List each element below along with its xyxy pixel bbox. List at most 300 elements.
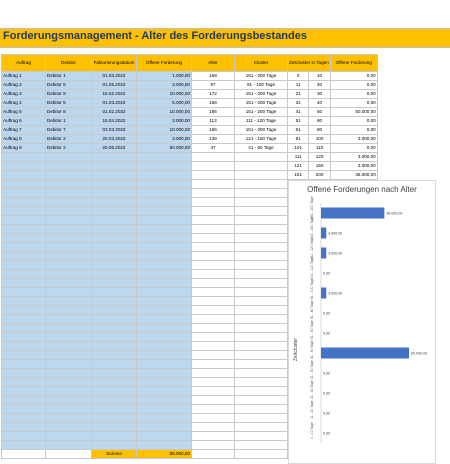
- table-cell[interactable]: 3.000,00: [330, 135, 377, 144]
- table-cell[interactable]: [2, 216, 46, 225]
- table-cell[interactable]: [46, 180, 92, 189]
- table-cell[interactable]: 20: [309, 81, 330, 90]
- table-cell[interactable]: [46, 441, 92, 450]
- table-cell[interactable]: [235, 387, 288, 396]
- table-cell[interactable]: [46, 216, 92, 225]
- table-cell[interactable]: Auftrag 3: [2, 90, 46, 99]
- table-cell[interactable]: [46, 207, 92, 216]
- table-cell[interactable]: [92, 243, 137, 252]
- table-cell[interactable]: [137, 288, 192, 297]
- table-cell[interactable]: [235, 342, 288, 351]
- table-cell[interactable]: [92, 153, 137, 162]
- table-cell[interactable]: [46, 234, 92, 243]
- table-cell[interactable]: [137, 279, 192, 288]
- table-cell[interactable]: [235, 180, 288, 189]
- table-cell[interactable]: [92, 162, 137, 171]
- table-cell[interactable]: [46, 252, 92, 261]
- table-cell[interactable]: 40: [309, 99, 330, 108]
- table-cell[interactable]: 36.000,00: [330, 171, 377, 180]
- table-cell[interactable]: [46, 171, 92, 180]
- table-cell[interactable]: [235, 441, 288, 450]
- table-cell[interactable]: Auftrag 9: [2, 144, 46, 153]
- table-cell[interactable]: 113: [192, 117, 235, 126]
- table-cell[interactable]: [46, 297, 92, 306]
- table-cell[interactable]: 120: [309, 153, 330, 162]
- table-cell[interactable]: [235, 225, 288, 234]
- table-cell[interactable]: [137, 189, 192, 198]
- table-cell[interactable]: 30: [309, 90, 330, 99]
- table-cell[interactable]: 3.000,00: [137, 135, 192, 144]
- table-cell[interactable]: [137, 396, 192, 405]
- table-cell[interactable]: [192, 405, 235, 414]
- table-cell[interactable]: [192, 396, 235, 405]
- table-cell[interactable]: 10.000,00: [137, 90, 192, 99]
- table-cell[interactable]: [2, 441, 46, 450]
- table-cell[interactable]: [192, 234, 235, 243]
- table-cell[interactable]: [92, 441, 137, 450]
- table-cell[interactable]: [46, 270, 92, 279]
- table-cell[interactable]: Debitor 8: [46, 108, 92, 117]
- table-cell[interactable]: [192, 270, 235, 279]
- table-cell[interactable]: [46, 315, 92, 324]
- table-cell[interactable]: [192, 333, 235, 342]
- table-cell[interactable]: 111 - 120 Tage: [235, 117, 288, 126]
- table-cell[interactable]: [92, 180, 137, 189]
- table-cell[interactable]: [2, 315, 46, 324]
- table-cell[interactable]: [235, 351, 288, 360]
- table-cell[interactable]: 91 - 100 Tage: [235, 81, 288, 90]
- table-cell[interactable]: [2, 342, 46, 351]
- column-header-cluster[interactable]: Cluster: [235, 55, 288, 72]
- table-cell[interactable]: [235, 315, 288, 324]
- table-cell[interactable]: [235, 153, 288, 162]
- table-cell[interactable]: 41: [288, 108, 309, 117]
- age-bar-chart[interactable]: [288, 180, 436, 464]
- table-cell[interactable]: 0,00: [330, 81, 377, 90]
- table-cell[interactable]: [92, 234, 137, 243]
- table-cell[interactable]: 50.000,00: [137, 144, 192, 153]
- column-header-invoice-date[interactable]: Fakturierungsdatum: [92, 55, 137, 72]
- table-cell[interactable]: [235, 279, 288, 288]
- table-cell[interactable]: [92, 216, 137, 225]
- table-cell[interactable]: [137, 324, 192, 333]
- table-cell[interactable]: 110: [309, 144, 330, 153]
- table-cell[interactable]: [235, 234, 288, 243]
- table-cell[interactable]: Auftrag 7: [2, 126, 46, 135]
- table-cell[interactable]: [92, 315, 137, 324]
- table-cell[interactable]: 0,00: [330, 72, 377, 81]
- table-cell[interactable]: [137, 423, 192, 432]
- table-cell[interactable]: [192, 216, 235, 225]
- table-cell[interactable]: 21: [288, 90, 309, 99]
- table-cell[interactable]: [46, 189, 92, 198]
- table-cell[interactable]: [92, 288, 137, 297]
- table-cell[interactable]: [235, 378, 288, 387]
- table-cell[interactable]: [192, 171, 235, 180]
- table-cell[interactable]: [2, 378, 46, 387]
- table-cell[interactable]: [137, 333, 192, 342]
- table-cell[interactable]: [2, 270, 46, 279]
- table-cell[interactable]: [2, 405, 46, 414]
- table-cell[interactable]: Debitor 5: [46, 99, 92, 108]
- table-cell[interactable]: [92, 333, 137, 342]
- table-cell[interactable]: [137, 207, 192, 216]
- table-cell[interactable]: [235, 216, 288, 225]
- table-cell[interactable]: [137, 216, 192, 225]
- table-cell[interactable]: [137, 297, 192, 306]
- table-cell[interactable]: 41 - 50 Tage: [235, 144, 288, 153]
- table-cell[interactable]: [192, 351, 235, 360]
- table-cell[interactable]: [137, 306, 192, 315]
- table-cell[interactable]: [2, 387, 46, 396]
- table-cell[interactable]: 150: [309, 162, 330, 171]
- chart-bar[interactable]: [321, 228, 326, 239]
- table-cell[interactable]: [2, 261, 46, 270]
- table-cell[interactable]: [192, 360, 235, 369]
- table-cell[interactable]: 10.000,00: [137, 126, 192, 135]
- table-cell[interactable]: [2, 162, 46, 171]
- column-header-open-amount[interactable]: Offene Forderung: [330, 55, 377, 72]
- table-cell[interactable]: [46, 162, 92, 171]
- table-cell[interactable]: 159: [192, 72, 235, 81]
- table-cell[interactable]: 15.04.2022: [92, 117, 137, 126]
- table-cell[interactable]: 31: [288, 99, 309, 108]
- table-cell[interactable]: [137, 225, 192, 234]
- table-cell[interactable]: [46, 432, 92, 441]
- table-cell[interactable]: [192, 432, 235, 441]
- table-cell[interactable]: 60: [309, 117, 330, 126]
- table-cell[interactable]: [137, 180, 192, 189]
- table-cell[interactable]: [235, 207, 288, 216]
- table-cell[interactable]: 0,00: [330, 117, 377, 126]
- table-cell[interactable]: [137, 315, 192, 324]
- table-cell[interactable]: [92, 360, 137, 369]
- table-cell[interactable]: [46, 288, 92, 297]
- table-cell[interactable]: [137, 234, 192, 243]
- table-cell[interactable]: 3.000,00: [137, 81, 192, 90]
- chart-bar[interactable]: [321, 248, 326, 259]
- table-cell[interactable]: [46, 333, 92, 342]
- table-cell[interactable]: 80: [309, 126, 330, 135]
- table-cell[interactable]: [235, 414, 288, 423]
- table-cell[interactable]: [2, 369, 46, 378]
- table-cell[interactable]: [46, 261, 92, 270]
- table-cell[interactable]: [92, 414, 137, 423]
- table-cell[interactable]: 121 - 150 Tage: [235, 135, 288, 144]
- table-cell[interactable]: 151 - 200 Tage: [235, 99, 288, 108]
- table-cell[interactable]: [92, 297, 137, 306]
- table-cell[interactable]: [235, 297, 288, 306]
- table-cell[interactable]: [92, 171, 137, 180]
- table-cell[interactable]: [192, 441, 235, 450]
- table-cell[interactable]: [46, 279, 92, 288]
- table-cell[interactable]: 121: [288, 162, 309, 171]
- table-cell[interactable]: [2, 333, 46, 342]
- table-cell[interactable]: [192, 243, 235, 252]
- table-cell[interactable]: [2, 279, 46, 288]
- table-cell[interactable]: [46, 396, 92, 405]
- table-cell[interactable]: [2, 288, 46, 297]
- table-cell[interactable]: [46, 324, 92, 333]
- table-cell[interactable]: 0,00: [330, 90, 377, 99]
- table-cell[interactable]: [46, 405, 92, 414]
- table-cell[interactable]: 200: [309, 171, 330, 180]
- table-cell[interactable]: [92, 405, 137, 414]
- table-cell[interactable]: [235, 306, 288, 315]
- table-cell[interactable]: Debitor 9: [46, 90, 92, 99]
- table-cell[interactable]: [2, 423, 46, 432]
- table-cell[interactable]: 01.05.2022: [92, 81, 137, 90]
- table-cell[interactable]: [92, 387, 137, 396]
- table-cell[interactable]: [137, 369, 192, 378]
- table-cell[interactable]: 15.02.2022: [92, 90, 137, 99]
- column-header-debtor[interactable]: Debitor: [46, 55, 92, 72]
- table-cell[interactable]: 151 - 200 Tage: [235, 72, 288, 81]
- table-cell[interactable]: [192, 342, 235, 351]
- table-cell[interactable]: [92, 342, 137, 351]
- table-cell[interactable]: 10: [309, 72, 330, 81]
- table-cell[interactable]: [2, 180, 46, 189]
- table-cell[interactable]: 0,00: [330, 126, 377, 135]
- table-cell[interactable]: [192, 279, 235, 288]
- table-cell[interactable]: [92, 198, 137, 207]
- table-cell[interactable]: [46, 225, 92, 234]
- table-cell[interactable]: [92, 207, 137, 216]
- table-cell[interactable]: [192, 423, 235, 432]
- table-cell[interactable]: 111: [288, 153, 309, 162]
- table-cell[interactable]: [92, 378, 137, 387]
- table-cell[interactable]: [192, 324, 235, 333]
- table-cell[interactable]: Auftrag 5: [2, 108, 46, 117]
- table-cell[interactable]: 81: [288, 135, 309, 144]
- chart-bar[interactable]: [321, 288, 326, 299]
- table-cell[interactable]: [92, 225, 137, 234]
- table-cell[interactable]: [2, 198, 46, 207]
- table-cell[interactable]: [92, 252, 137, 261]
- table-cell[interactable]: [137, 171, 192, 180]
- table-cell[interactable]: [2, 171, 46, 180]
- table-cell[interactable]: [235, 261, 288, 270]
- table-cell[interactable]: [2, 234, 46, 243]
- table-cell[interactable]: [235, 333, 288, 342]
- table-cell[interactable]: [92, 270, 137, 279]
- table-cell[interactable]: [235, 198, 288, 207]
- table-cell[interactable]: [92, 324, 137, 333]
- table-cell[interactable]: [46, 243, 92, 252]
- table-cell[interactable]: [192, 414, 235, 423]
- table-cell[interactable]: 3.000,00: [330, 153, 377, 162]
- table-cell[interactable]: [137, 387, 192, 396]
- table-cell[interactable]: [2, 153, 46, 162]
- table-cell[interactable]: 151: [288, 171, 309, 180]
- table-cell[interactable]: [192, 261, 235, 270]
- table-cell[interactable]: Auftrag 4: [2, 99, 46, 108]
- table-cell[interactable]: [2, 252, 46, 261]
- table-cell[interactable]: [46, 153, 92, 162]
- table-cell[interactable]: Debitor 2: [46, 135, 92, 144]
- table-cell[interactable]: 151 - 200 Tage: [235, 90, 288, 99]
- table-cell[interactable]: [46, 378, 92, 387]
- column-header-time-cluster[interactable]: Zeitcluster in Tagen: [288, 55, 331, 72]
- table-cell[interactable]: [137, 441, 192, 450]
- table-cell[interactable]: 151 - 200 Tage: [235, 108, 288, 117]
- table-cell[interactable]: Debitor 1: [46, 117, 92, 126]
- table-cell[interactable]: Debitor 5: [46, 81, 92, 90]
- table-cell[interactable]: [235, 189, 288, 198]
- table-cell[interactable]: [92, 189, 137, 198]
- table-cell[interactable]: [46, 306, 92, 315]
- table-cell[interactable]: [2, 396, 46, 405]
- table-cell[interactable]: 3.000,00: [330, 162, 377, 171]
- table-cell[interactable]: [192, 207, 235, 216]
- table-cell[interactable]: [192, 180, 235, 189]
- table-cell[interactable]: 01.03.2022: [92, 99, 137, 108]
- column-header-age[interactable]: Alter: [192, 55, 235, 72]
- table-cell[interactable]: [92, 396, 137, 405]
- table-cell[interactable]: [235, 432, 288, 441]
- table-cell[interactable]: Auftrag 1: [2, 72, 46, 81]
- table-cell[interactable]: [192, 288, 235, 297]
- table-cell[interactable]: [235, 369, 288, 378]
- table-cell[interactable]: [137, 414, 192, 423]
- table-cell[interactable]: 158: [192, 99, 235, 108]
- table-cell[interactable]: [235, 252, 288, 261]
- chart-bar[interactable]: [321, 208, 384, 219]
- table-cell[interactable]: [92, 306, 137, 315]
- table-cell[interactable]: 03.03.2022: [92, 126, 137, 135]
- table-cell[interactable]: [137, 405, 192, 414]
- table-cell[interactable]: [46, 342, 92, 351]
- table-cell[interactable]: 100: [309, 135, 330, 144]
- table-cell[interactable]: [192, 252, 235, 261]
- table-cell[interactable]: [2, 324, 46, 333]
- table-cell[interactable]: [2, 432, 46, 441]
- table-cell[interactable]: [137, 342, 192, 351]
- table-cell[interactable]: [92, 423, 137, 432]
- table-cell[interactable]: [235, 270, 288, 279]
- table-cell[interactable]: 11: [288, 81, 309, 90]
- table-cell[interactable]: [2, 297, 46, 306]
- table-cell[interactable]: 0,00: [330, 144, 377, 153]
- table-cell[interactable]: [137, 432, 192, 441]
- table-cell[interactable]: [137, 153, 192, 162]
- table-cell[interactable]: 47: [192, 144, 235, 153]
- table-cell[interactable]: [2, 351, 46, 360]
- table-cell[interactable]: [137, 162, 192, 171]
- table-cell[interactable]: [137, 360, 192, 369]
- table-cell[interactable]: 139: [192, 135, 235, 144]
- table-cell[interactable]: [92, 369, 137, 378]
- table-cell[interactable]: 20.03.2022: [92, 135, 137, 144]
- table-cell[interactable]: [192, 297, 235, 306]
- table-cell[interactable]: Debitor 2: [46, 144, 92, 153]
- table-cell[interactable]: 51: [288, 117, 309, 126]
- table-cell[interactable]: [235, 360, 288, 369]
- table-cell[interactable]: [46, 387, 92, 396]
- table-cell[interactable]: [92, 279, 137, 288]
- table-cell[interactable]: 101: [288, 144, 309, 153]
- table-cell[interactable]: [192, 378, 235, 387]
- table-cell[interactable]: [2, 243, 46, 252]
- table-cell[interactable]: [235, 396, 288, 405]
- table-cell[interactable]: [192, 189, 235, 198]
- table-cell[interactable]: [46, 198, 92, 207]
- table-cell[interactable]: [46, 423, 92, 432]
- table-cell[interactable]: [137, 270, 192, 279]
- table-cell[interactable]: 3.000,00: [137, 117, 192, 126]
- table-cell[interactable]: [46, 351, 92, 360]
- table-cell[interactable]: Auftrag 8: [2, 135, 46, 144]
- table-cell[interactable]: [192, 162, 235, 171]
- table-cell[interactable]: [192, 369, 235, 378]
- table-cell[interactable]: [92, 432, 137, 441]
- table-cell[interactable]: 20.06.2022: [92, 144, 137, 153]
- table-cell[interactable]: [137, 243, 192, 252]
- table-cell[interactable]: 0: [288, 72, 309, 81]
- column-header-order[interactable]: Auftrag: [2, 55, 46, 72]
- table-cell[interactable]: 10.000,00: [137, 108, 192, 117]
- table-cell[interactable]: [2, 414, 46, 423]
- table-cell[interactable]: 5.000,00: [137, 99, 192, 108]
- table-cell[interactable]: 156: [192, 126, 235, 135]
- table-cell[interactable]: 1.000,00: [137, 72, 192, 81]
- table-cell[interactable]: [2, 306, 46, 315]
- table-cell[interactable]: 50.000,00: [330, 108, 377, 117]
- table-cell[interactable]: [137, 198, 192, 207]
- table-cell[interactable]: Debitor 1: [46, 72, 92, 81]
- table-cell[interactable]: [235, 324, 288, 333]
- table-cell[interactable]: [46, 369, 92, 378]
- table-cell[interactable]: [46, 414, 92, 423]
- table-cell[interactable]: [137, 252, 192, 261]
- table-cell[interactable]: [192, 387, 235, 396]
- table-cell[interactable]: 151 - 200 Tage: [235, 126, 288, 135]
- table-cell[interactable]: [2, 207, 46, 216]
- table-cell[interactable]: [137, 378, 192, 387]
- table-cell[interactable]: 50: [309, 108, 330, 117]
- table-cell[interactable]: 0,00: [330, 99, 377, 108]
- table-cell[interactable]: [192, 198, 235, 207]
- table-cell[interactable]: 97: [192, 81, 235, 90]
- table-cell[interactable]: [192, 153, 235, 162]
- table-cell[interactable]: [235, 423, 288, 432]
- table-cell[interactable]: [2, 189, 46, 198]
- table-cell[interactable]: Auftrag 6: [2, 117, 46, 126]
- table-cell[interactable]: 01.03.2022: [92, 72, 137, 81]
- table-cell[interactable]: Auftrag 2: [2, 81, 46, 90]
- table-cell[interactable]: [235, 405, 288, 414]
- table-cell[interactable]: 186: [192, 108, 235, 117]
- table-cell[interactable]: [192, 225, 235, 234]
- table-cell[interactable]: 61: [288, 126, 309, 135]
- table-cell[interactable]: [2, 360, 46, 369]
- table-cell[interactable]: [46, 360, 92, 369]
- table-cell[interactable]: [192, 306, 235, 315]
- table-cell[interactable]: [235, 288, 288, 297]
- table-cell[interactable]: Debitor 7: [46, 126, 92, 135]
- table-cell[interactable]: 01.02.2022: [92, 108, 137, 117]
- table-cell[interactable]: [92, 351, 137, 360]
- table-cell[interactable]: [235, 243, 288, 252]
- column-header-open-receivable[interactable]: Offene Forderung: [137, 55, 192, 72]
- table-cell[interactable]: [2, 225, 46, 234]
- table-cell[interactable]: [137, 261, 192, 270]
- table-cell[interactable]: [137, 351, 192, 360]
- table-cell[interactable]: [92, 261, 137, 270]
- chart-bar[interactable]: [321, 348, 409, 359]
- table-cell[interactable]: [235, 171, 288, 180]
- table-cell[interactable]: 172: [192, 90, 235, 99]
